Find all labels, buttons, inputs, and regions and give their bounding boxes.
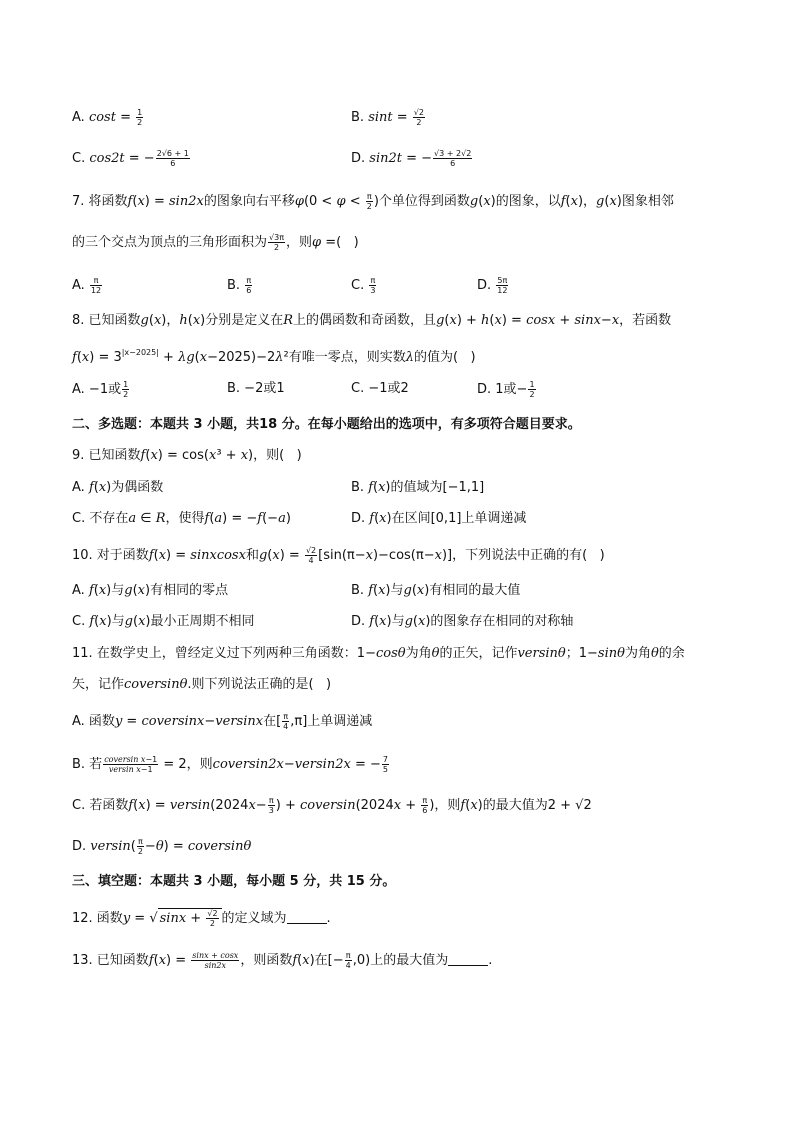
q6-option-b: B. sint = $\frac{√2}{2}$ [351, 108, 424, 127]
q9-option-a: A. f(x)为偶函数 [72, 480, 164, 495]
q11-option-b: B. 若 $\frac{\text{coversin x−1}}{\text{versin x−1}}$ = 2，则coversin2x−versin2x = − $\frac{7}{5}$ [72, 755, 388, 774]
q9-stem: 9. 已知函数f(x) = cos(x³ + x)，则( ) [72, 448, 302, 463]
q9-option-b: B. f(x)的值域为[−1,1] [351, 480, 485, 495]
q7-option-c: C. $\frac{\pi}{3}$ [351, 276, 376, 295]
q11-stem-line1: 11. 在数学史上，曾经定义过下列两种三角函数：1−cosθ为角θ的正矢，记作versinθ；1−sinθ为角θ的余 [72, 646, 685, 661]
q6-option-c: C. cos2t = − $\frac{2√6 + 1}{6}$ [72, 149, 189, 168]
q7-option-a: A. $\frac{\pi}{12}$ [72, 276, 102, 295]
q8-option-c: C. −1或2 [351, 381, 409, 396]
q11-option-c: C. 若函数f(x) = versin(2024x− $\frac{\pi}{3}$ ) + coversin(2024x + $\frac{\pi}{6}$ )，则f(x)的最大值为2 + √2 [72, 796, 592, 815]
section-3-heading: 三、填空题：本题共 3 小题，每小题 5 分，共 15 分。 [72, 874, 396, 889]
q7-stem-line1: 7. 将函数f(x) = sin2x的图象向右平移φ(0 < φ < $\frac{\pi}{2}$ )个单位得到函数g(x)的图象，以f(x)，g(x)图象相邻 [72, 192, 674, 211]
q8-stem-line1: 8. 已知函数g(x)，h(x)分别是定义在R上的偶函数和奇函数，且g(x) + h(x) = cosx + sinx−x，若函数 [72, 313, 672, 328]
q8-option-b: B. −2或1 [227, 381, 285, 396]
q6-option-a: A. cost = $\frac{1}{2}$ [72, 108, 143, 127]
q11-option-d: D. versin( $\frac{\pi}{2}$ −θ) = coversinθ [72, 837, 252, 856]
q9-option-c: C. 不存在a ∈ R，使得f(a) = −f(−a) [72, 511, 291, 526]
q10-stem: 10. 对于函数f(x) = sinxcosx和g(x) = $\frac{√2}{4}$ [sin(π−x)−cos(π−x)]，下列说法中正确的有( ) [72, 546, 605, 565]
q7-option-d: D. $\frac{5\pi}{12}$ [477, 276, 508, 295]
q10-option-d: D. f(x)与g(x)的图象存在相同的对称轴 [351, 614, 574, 629]
q12-answer-blank[interactable] [287, 911, 327, 924]
q10-option-b: B. f(x)与g(x)有相同的最大值 [351, 583, 521, 598]
q7-option-b: B. $\frac{\pi}{6}$ [227, 276, 252, 295]
section-2-heading: 二、多选题：本题共 3 小题，共18 分。在每小题给出的选项中，有多项符合题目要求。 [72, 417, 581, 432]
q9-option-d: D. f(x)在区间[0,1]上单调递减 [351, 511, 527, 526]
q12-stem: 12. 函数y = √ sinx + $\frac{√2}{2}$ 的定义域为 . [72, 909, 331, 928]
q10-option-a: A. f(x)与g(x)有相同的零点 [72, 583, 229, 598]
q8-stem-line2: $f(x) = 3^{|x-2025|} + \lambda g(x-2025)-2\lambda^2$有唯一零点，则实数λ的值为( ) [72, 348, 476, 365]
q11-option-a: A. 函数y = coversinx−versinx在[ $\frac{\pi}{4}$ ,π]上单调递减 [72, 712, 373, 731]
q8-option-d: D. 1或− $\frac{1}{2}$ [477, 380, 535, 399]
q11-stem-line2: 矢，记作coversinθ.则下列说法正确的是( ) [72, 677, 332, 692]
q8-option-a: A. −1或 $\frac{1}{2}$ [72, 380, 129, 399]
q13-answer-blank[interactable] [448, 953, 488, 966]
q7-stem-line2: 的三个交点为顶点的三角形面积为 $\frac{√3\pi}{2}$ ，则φ =( ) [72, 233, 359, 252]
q10-option-c: C. f(x)与g(x)最小正周期不相同 [72, 614, 255, 629]
q6-option-d: D. sin2t = − $\frac{√3 + 2√2}{6}$ [351, 149, 472, 168]
q13-stem: 13. 已知函数f(x) = $\frac{\sin x + \cos x}{\sin 2x}$ ，则函数f(x)在[− $\frac{\pi}{4}$ ,0)上的最大值为 . [72, 951, 493, 970]
